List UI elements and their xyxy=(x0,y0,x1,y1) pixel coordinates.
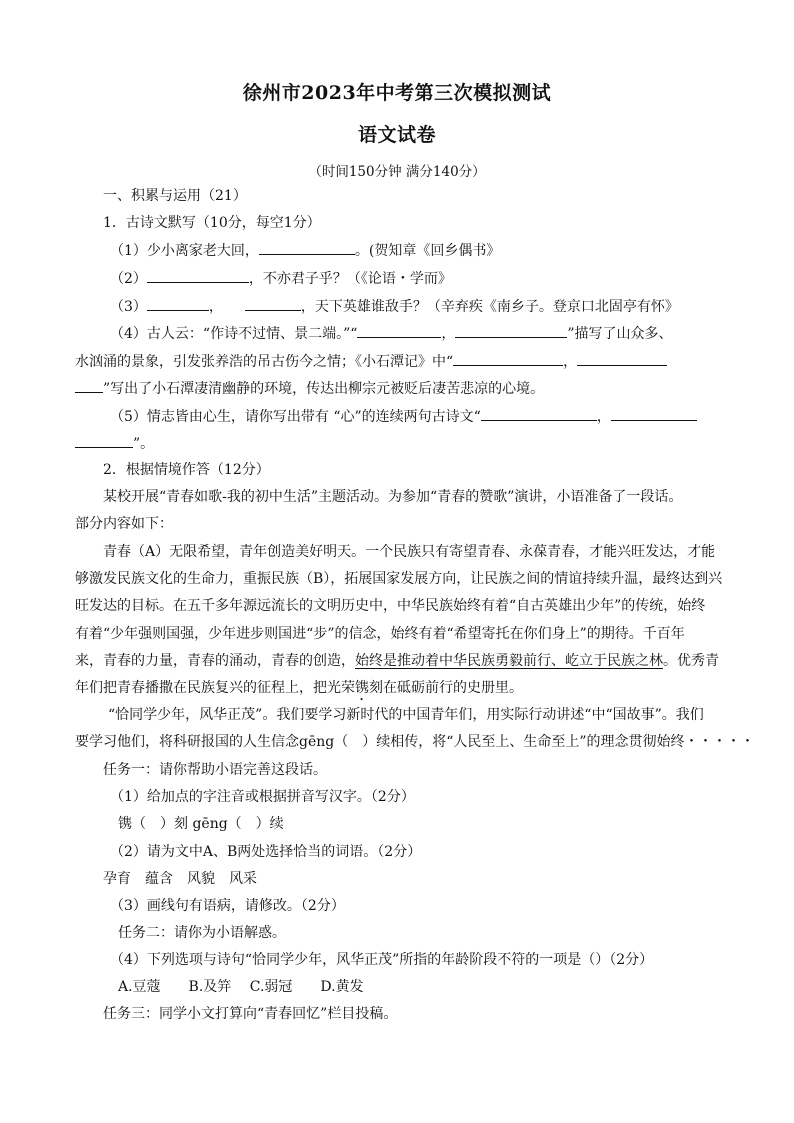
answer-blank[interactable] xyxy=(357,323,441,338)
question-1-title: 1．古诗文默写（10分，每空1分） xyxy=(103,215,321,231)
task-1-title: 任务一：请你帮助小语完善这段话。 xyxy=(103,762,327,778)
passage-line: 年们把青春播撒在民族复兴的征程上，把光荣镌刻在砥砺前行的史册里。 xyxy=(75,680,523,696)
passage-line: 有着“少年强则国强，少年进步则国进“步”的信念，始终有着“希望寄托在你们身上”的期待。千百年 xyxy=(75,626,685,642)
section-heading: 一、积累与运用（21） xyxy=(103,188,247,204)
underlined-sentence: 始终是推动着中华民族勇毅前行、屹立于民族之林 xyxy=(355,653,663,669)
task-2-title: 任务二：请你为小语解惑。 xyxy=(118,925,286,941)
q1-item-4-cont2: ”写出了小石潭凄清幽静的环境，传达出柳宗元被贬后凄苦悲凉的心境。 xyxy=(75,378,544,399)
subject-title: 语文试卷 xyxy=(357,124,436,146)
q2-intro-1: 某校开展“青春如歌-我的初中生活”主题活动。为参加“青春的赞歌”演讲，小语准备了一段话。 xyxy=(103,489,683,505)
word-options: 孕育 蕴含 风貌 风采 xyxy=(103,871,257,887)
task-1-question-2: （2）请为文中A、B两处选择恰当的词语。（2分） xyxy=(110,844,422,860)
q1-item-4-cont: 水汹涌的景象，引发张养浩的吊古伤今之情；《小石潭记》中“ ， xyxy=(75,351,667,372)
answer-blank[interactable] xyxy=(453,351,563,366)
passage-line: 青春（A）无限希望，青年创造美好明天。一个民族只有寄望青春、永葆青春，才能兴旺发达，才能 xyxy=(103,544,716,560)
answer-blank[interactable] xyxy=(75,433,133,448)
q1-item-3: （3） ， ，天下英雄谁敌手？（辛弃疾《南乡子。登京口北固亭有怀》 xyxy=(110,296,679,317)
task-1-question-1-answer: 镌（ ）刻 gēng（ ）续 xyxy=(118,816,284,832)
passage-line: 旺发达的目标。在五千多年源远流长的文明历史中，中华民族始终有着“自古英雄出少年”的传统，始终 xyxy=(75,598,706,614)
q2-intro-2: 部分内容如下： xyxy=(75,516,173,532)
passage-line: 够激发民族文化的生命力，重振民族（B），拓展国家发展方向，让民族之间的情谊持续升温，最终达到兴 xyxy=(75,571,723,587)
answer-blank[interactable] xyxy=(245,296,301,311)
answer-blank[interactable] xyxy=(259,240,355,255)
task-2-question-4: （4）下列选项与诗句“恰同学少年，风华正茂”所指的年龄阶段不符的一项是（）（2分） xyxy=(110,952,654,968)
answer-blank[interactable] xyxy=(611,406,697,421)
answer-blank[interactable] xyxy=(147,268,249,283)
time-info: （时间150分钟 满分140分） xyxy=(308,164,486,180)
answer-blank[interactable] xyxy=(455,323,567,338)
passage-line: 要学习他们，将科研报国的人生信念gēng（ ）续相传，将“人民至上、生命至上”的理念贯彻始终・・・・・ xyxy=(75,734,755,750)
q1-item-5-cont: ”。 xyxy=(75,433,154,454)
passage-line: “恰同学少年，风华正茂”。我们要学习新时代的中国青年们，用实际行动讲述“中“国故事”。我们 xyxy=(108,707,704,723)
task-1-question-3: （3）画线句有语病，请修改。（2分） xyxy=(110,898,345,914)
q1-item-5: （5）情志皆由心生，请你写出带有 “心”的连续两句古诗文“ ， xyxy=(110,406,697,427)
passage-line: 来，青春的力量，青春的涌动，青春的创造，始终是推动着中华民族勇毅前行、屹立于民族之林。优秀青 xyxy=(75,653,719,669)
q1-item-2: （2） ，不亦君子乎？（《论语・学而》 xyxy=(110,268,452,289)
answer-blank[interactable] xyxy=(481,406,597,421)
q1-item-1: （1）少小离家老大回， 。(贺知章《回乡偶书》 xyxy=(110,240,500,261)
task-1-question-1: （1）给加点的字注音或根据拼音写汉字。（2分） xyxy=(110,789,415,805)
answer-blank[interactable] xyxy=(577,351,667,366)
question-2-title: 2．根据情境作答（12分） xyxy=(103,462,270,478)
task-3-title: 任务三：同学小文打算向“青春回忆”栏目投稿。 xyxy=(103,1006,398,1022)
choice-options: A.豆蔻 B.及笄 C.弱冠 D.黄发 xyxy=(118,979,364,995)
page-title: 徐州市2023年中考第三次模拟测试 xyxy=(242,82,552,104)
q1-item-4: （4）古人云：“作诗不过情、景二端。”“ ， ”描写了山众多、 xyxy=(110,323,673,344)
answer-blank[interactable] xyxy=(75,378,103,393)
answer-blank[interactable] xyxy=(147,296,209,311)
dotted-character: 镌 xyxy=(355,680,369,696)
